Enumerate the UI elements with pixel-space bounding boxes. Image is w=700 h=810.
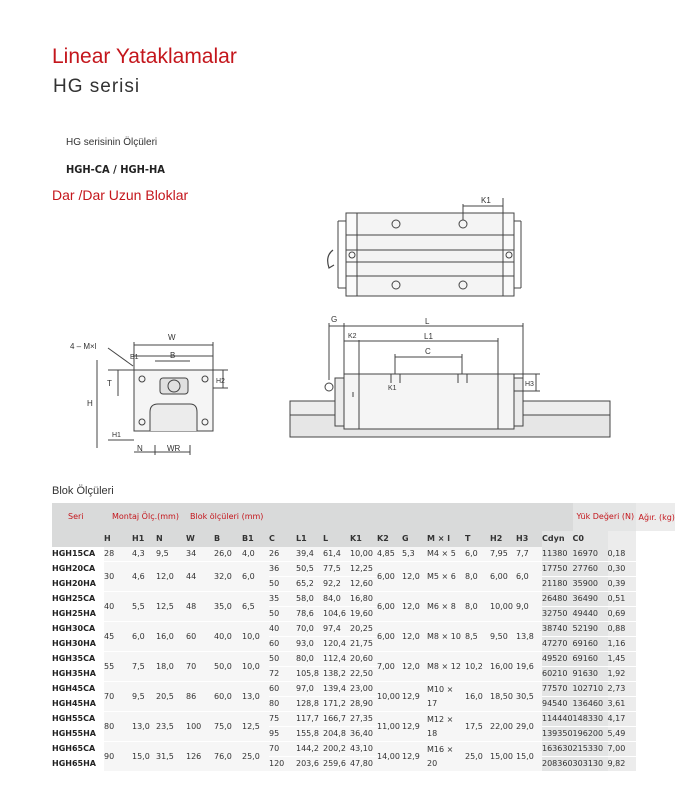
cell-l1: 93,0 (296, 637, 323, 652)
g-label: G (331, 315, 338, 324)
cell-k1: 21,75 (350, 637, 377, 652)
cell-m: M8 × 10 (427, 622, 465, 652)
cell-kg: 2,73 (608, 682, 636, 697)
block-dimensions-table (52, 503, 675, 772)
t-label: T (107, 379, 112, 388)
cell-model: HGH25CA (52, 592, 104, 607)
cell-l1: 97,0 (296, 682, 323, 697)
cell-kg: 0,30 (608, 562, 636, 577)
header-load: Yük Değeri (N) (573, 503, 636, 531)
table-row (52, 712, 675, 727)
cell-h2: 22,00 (490, 712, 516, 742)
cell-c0: 69160 (573, 637, 608, 652)
cell-c: 35 (269, 592, 296, 607)
cell-k1: 19,60 (350, 607, 377, 622)
cell-k2: 6,00 (377, 592, 402, 622)
cell-cdyn: 208360 (542, 757, 573, 772)
k1-label-side: K1 (388, 385, 397, 392)
cell-h3: 6,0 (516, 562, 542, 592)
cell-c0: 136460 (573, 697, 608, 712)
cell-c0: 148330 (573, 712, 608, 727)
n-label: N (137, 444, 143, 453)
cell-kg: 5,49 (608, 727, 636, 742)
cell-b1: 6,0 (242, 562, 269, 592)
w-label: W (168, 333, 176, 342)
col-h2: H2 (490, 531, 516, 547)
cell-h2: 10,00 (490, 592, 516, 622)
table-row (52, 652, 675, 667)
cell-l1: 70,0 (296, 622, 323, 637)
cell-c: 36 (269, 562, 296, 577)
table-row (52, 682, 675, 697)
col-c0: C0 (573, 531, 608, 547)
cell-n: 12,0 (156, 562, 186, 592)
cell-k1: 22,50 (350, 667, 377, 682)
cell-model: HGH65CA (52, 742, 104, 757)
model-label: HGH-CA / HGH-HA (66, 163, 165, 176)
cell-h1: 6,0 (132, 622, 156, 652)
cell-c0: 36490 (573, 592, 608, 607)
cell-model: HGH65HA (52, 757, 104, 772)
cell-g: 12,9 (402, 742, 427, 772)
cell-t: 16,0 (465, 682, 490, 712)
cell-h: 30 (104, 562, 132, 592)
cell-n: 9,5 (156, 547, 186, 562)
cell-n: 16,0 (156, 622, 186, 652)
h2-label: H2 (216, 378, 225, 385)
cell-k1: 16,80 (350, 592, 377, 607)
cell-h2: 15,00 (490, 742, 516, 772)
cell-c: 120 (269, 757, 296, 772)
cell-c: 70 (269, 742, 296, 757)
cell-k1: 12,25 (350, 562, 377, 577)
cell-k1: 12,60 (350, 577, 377, 592)
cell-h3: 15,0 (516, 742, 542, 772)
cell-t: 8,0 (465, 592, 490, 622)
cell-h: 28 (104, 547, 132, 562)
cell-w: 60 (186, 622, 214, 652)
cell-l1: 58,0 (296, 592, 323, 607)
cell-t: 25,0 (465, 742, 490, 772)
cell-h1: 4,3 (132, 547, 156, 562)
cell-h: 45 (104, 622, 132, 652)
cell-c: 75 (269, 712, 296, 727)
cell-k1: 27,35 (350, 712, 377, 727)
cell-kg: 0,51 (608, 592, 636, 607)
cell-l1: 50,5 (296, 562, 323, 577)
cell-kg: 1,16 (608, 637, 636, 652)
cell-c0: 49440 (573, 607, 608, 622)
col-b1: B1 (242, 531, 269, 547)
cell-h1: 9,5 (132, 682, 156, 712)
cell-model: HGH35HA (52, 667, 104, 682)
cell-k2: 6,00 (377, 562, 402, 592)
cell-model: HGH20CA (52, 562, 104, 577)
cell-b1: 25,0 (242, 742, 269, 772)
cell-w: 100 (186, 712, 214, 742)
cell-l: 92,2 (323, 577, 350, 592)
cell-c0: 91630 (573, 667, 608, 682)
cell-l: 104,6 (323, 607, 350, 622)
cell-kg: 3,61 (608, 697, 636, 712)
cell-n: 20,5 (156, 682, 186, 712)
col-b: B (214, 531, 242, 547)
cell-b: 75,0 (214, 712, 242, 742)
wr-label: WR (167, 444, 181, 453)
cell-model: HGH30HA (52, 637, 104, 652)
cell-l1: 80,0 (296, 652, 323, 667)
cell-h1: 4,6 (132, 562, 156, 592)
col-k1: K1 (350, 531, 377, 547)
col-cdyn: Cdyn (542, 531, 573, 547)
cell-k1: 20,25 (350, 622, 377, 637)
cell-k1: 43,10 (350, 742, 377, 757)
cell-l1: 78,6 (296, 607, 323, 622)
cell-w: 70 (186, 652, 214, 682)
cell-model: HGH55CA (52, 712, 104, 727)
cell-cdyn: 60210 (542, 667, 573, 682)
page-subtitle: HG serisi (53, 76, 141, 97)
cell-kg: 0,88 (608, 622, 636, 637)
cell-l: 200,2 (323, 742, 350, 757)
cell-k1: 23,00 (350, 682, 377, 697)
cell-t: 8,0 (465, 562, 490, 592)
cell-b: 50,0 (214, 652, 242, 682)
cell-c0: 52190 (573, 622, 608, 637)
cell-k1: 36,40 (350, 727, 377, 742)
cell-l1: 155,8 (296, 727, 323, 742)
cell-m: M8 × 12 (427, 652, 465, 682)
table-row (52, 592, 675, 607)
cell-c: 80 (269, 697, 296, 712)
header-block: Blok ölçüleri (mm) (186, 503, 573, 531)
cell-k1: 10,00 (350, 547, 377, 562)
cell-g: 12,0 (402, 562, 427, 592)
cell-n: 12,5 (156, 592, 186, 622)
table-body (52, 547, 675, 772)
col-w: W (186, 531, 214, 547)
cell-w: 44 (186, 562, 214, 592)
cell-h1: 5,5 (132, 592, 156, 622)
l1-label: L1 (424, 332, 433, 341)
cell-g: 12,9 (402, 682, 427, 712)
cell-b: 35,0 (214, 592, 242, 622)
cell-k1: 20,60 (350, 652, 377, 667)
block-type-label: Dar /Dar Uzun Bloklar (52, 187, 189, 203)
cell-c: 26 (269, 547, 296, 562)
cell-c: 50 (269, 652, 296, 667)
cell-b: 76,0 (214, 742, 242, 772)
col-g: G (402, 531, 427, 547)
cell-l: 259,6 (323, 757, 350, 772)
cell-cdyn: 94540 (542, 697, 573, 712)
dimensions-label: HG serisinin Ölçüleri (66, 137, 158, 148)
cell-cdyn: 163630 (542, 742, 573, 757)
cell-n: 18,0 (156, 652, 186, 682)
cell-b1: 6,5 (242, 592, 269, 622)
cell-l: 171,2 (323, 697, 350, 712)
header-series: Seri (52, 503, 104, 531)
page-title: Linear Yataklamalar (52, 45, 237, 68)
cell-k1: 28,90 (350, 697, 377, 712)
cell-c0: 215330 (573, 742, 608, 757)
cell-c: 60 (269, 637, 296, 652)
cell-model: HGH30CA (52, 622, 104, 637)
cell-m: M10 × 17 (427, 682, 465, 712)
top-view (328, 198, 521, 296)
cell-k2: 10,00 (377, 682, 402, 712)
cell-cdyn: 139350 (542, 727, 573, 742)
table-row (52, 547, 675, 562)
cell-k2: 6,00 (377, 622, 402, 652)
cell-model: HGH15CA (52, 547, 104, 562)
col-h: H (104, 531, 132, 547)
cell-c: 60 (269, 682, 296, 697)
cell-n: 31,5 (156, 742, 186, 772)
cell-c0: 196200 (573, 727, 608, 742)
side-view (290, 323, 610, 437)
cell-h2: 7,95 (490, 547, 516, 562)
cell-l: 138,2 (323, 667, 350, 682)
cell-n: 23,5 (156, 712, 186, 742)
col-t: T (465, 531, 490, 547)
h-label: H (87, 399, 93, 408)
cell-k1: 47,80 (350, 757, 377, 772)
cell-model: HGH35CA (52, 652, 104, 667)
block-dimensions-title: Blok Ölçüleri (52, 485, 114, 497)
cell-k2: 4,85 (377, 547, 402, 562)
mxl-label: 4 – M×l (70, 342, 97, 351)
cell-cdyn: 49520 (542, 652, 573, 667)
cell-l: 84,0 (323, 592, 350, 607)
cell-c0: 35900 (573, 577, 608, 592)
cell-h3: 13,8 (516, 622, 542, 652)
col-l: L (323, 531, 350, 547)
cell-h: 90 (104, 742, 132, 772)
cell-w: 126 (186, 742, 214, 772)
cell-l: 97,4 (323, 622, 350, 637)
cell-k2: 7,00 (377, 652, 402, 682)
cell-h1: 15,0 (132, 742, 156, 772)
col-h3: H3 (516, 531, 542, 547)
cell-w: 86 (186, 682, 214, 712)
cell-c0: 102710 (573, 682, 608, 697)
cell-kg: 4,17 (608, 712, 636, 727)
cell-cdyn: 26480 (542, 592, 573, 607)
table-row (52, 742, 675, 757)
b1-label: B1 (130, 354, 139, 361)
cell-h3: 30,5 (516, 682, 542, 712)
cell-h2: 9,50 (490, 622, 516, 652)
cell-b1: 10,0 (242, 652, 269, 682)
cell-kg: 0,69 (608, 607, 636, 622)
cell-kg: 7,00 (608, 742, 636, 757)
cell-h: 70 (104, 682, 132, 712)
cell-c0: 27760 (573, 562, 608, 577)
cell-l1: 117,7 (296, 712, 323, 727)
cell-h1: 13,0 (132, 712, 156, 742)
cell-cdyn: 77570 (542, 682, 573, 697)
cell-l1: 144,2 (296, 742, 323, 757)
cell-l1: 128,8 (296, 697, 323, 712)
cell-l: 61,4 (323, 547, 350, 562)
cell-l: 77,5 (323, 562, 350, 577)
cell-m: M12 × 18 (427, 712, 465, 742)
cell-cdyn: 17750 (542, 562, 573, 577)
cell-b: 60,0 (214, 682, 242, 712)
cell-l1: 39,4 (296, 547, 323, 562)
cell-c: 40 (269, 622, 296, 637)
table-row (52, 622, 675, 637)
cell-l: 120,4 (323, 637, 350, 652)
cell-kg: 0,18 (608, 547, 636, 562)
cell-h1: 7,5 (132, 652, 156, 682)
cell-g: 12,0 (402, 592, 427, 622)
cell-model: HGH55HA (52, 727, 104, 742)
cell-kg: 0,39 (608, 577, 636, 592)
cell-model: HGH45HA (52, 697, 104, 712)
cell-l1: 65,2 (296, 577, 323, 592)
cell-c: 95 (269, 727, 296, 742)
cell-c0: 69160 (573, 652, 608, 667)
cell-h3: 19,6 (516, 652, 542, 682)
cell-w: 48 (186, 592, 214, 622)
cell-model: HGH45CA (52, 682, 104, 697)
cell-b: 26,0 (214, 547, 242, 562)
cell-b1: 13,0 (242, 682, 269, 712)
cell-m: M5 × 6 (427, 562, 465, 592)
header-mount: Montaj Ölç.(mm) (104, 503, 186, 531)
cell-kg: 1,45 (608, 652, 636, 667)
cell-b: 32,0 (214, 562, 242, 592)
cell-t: 6,0 (465, 547, 490, 562)
k1-label-top: K1 (481, 196, 491, 205)
cell-m: M4 × 5 (427, 547, 465, 562)
l-label: L (425, 317, 430, 326)
cell-g: 12,0 (402, 622, 427, 652)
cell-h3: 7,7 (516, 547, 542, 562)
h1-label: H1 (112, 432, 121, 439)
cell-cdyn: 114440 (542, 712, 573, 727)
cell-cdyn: 21180 (542, 577, 573, 592)
cell-cdyn: 38740 (542, 622, 573, 637)
cell-c: 72 (269, 667, 296, 682)
cell-l1: 105,8 (296, 667, 323, 682)
cell-h: 55 (104, 652, 132, 682)
col-n: N (156, 531, 186, 547)
cell-b: 40,0 (214, 622, 242, 652)
cell-h2: 6,00 (490, 562, 516, 592)
header-weight: Ağır. (kg) (636, 503, 675, 531)
cell-b1: 10,0 (242, 622, 269, 652)
k2-label: K2 (348, 333, 357, 340)
cell-h3: 29,0 (516, 712, 542, 742)
cell-l: 112,4 (323, 652, 350, 667)
cell-cdyn: 11380 (542, 547, 573, 562)
b-label: B (170, 351, 176, 360)
cell-g: 5,3 (402, 547, 427, 562)
cell-l: 204,8 (323, 727, 350, 742)
cell-model: HGH25HA (52, 607, 104, 622)
cell-kg: 1,92 (608, 667, 636, 682)
cell-cdyn: 32750 (542, 607, 573, 622)
c-label: C (425, 347, 431, 356)
cell-k2: 11,00 (377, 712, 402, 742)
cell-h: 40 (104, 592, 132, 622)
cell-l: 166,7 (323, 712, 350, 727)
cell-kg: 9,82 (608, 757, 636, 772)
cell-c: 50 (269, 607, 296, 622)
cell-l1: 203,6 (296, 757, 323, 772)
col-l1: L1 (296, 531, 323, 547)
col-k2: K2 (377, 531, 402, 547)
cell-t: 10,2 (465, 652, 490, 682)
column-header-row (52, 531, 675, 547)
col-c: C (269, 531, 296, 547)
cell-cdyn: 47270 (542, 637, 573, 652)
cell-model: HGH20HA (52, 577, 104, 592)
cell-b1: 12,5 (242, 712, 269, 742)
cell-b1: 4,0 (242, 547, 269, 562)
cell-h: 80 (104, 712, 132, 742)
cell-h2: 16,00 (490, 652, 516, 682)
cell-m: M16 × 20 (427, 742, 465, 772)
col-mxl: M × l (427, 531, 465, 547)
cell-g: 12,9 (402, 712, 427, 742)
cell-g: 12,0 (402, 652, 427, 682)
cell-l: 139,4 (323, 682, 350, 697)
cell-w: 34 (186, 547, 214, 562)
cell-c: 50 (269, 577, 296, 592)
cell-c0: 16970 (573, 547, 608, 562)
cell-t: 17,5 (465, 712, 490, 742)
cell-c0: 303130 (573, 757, 608, 772)
col-h1: H1 (132, 531, 156, 547)
table-row (52, 562, 675, 577)
cell-m: M6 × 8 (427, 592, 465, 622)
cell-h2: 18,50 (490, 682, 516, 712)
h3-label: H3 (525, 381, 534, 388)
cell-t: 8,5 (465, 622, 490, 652)
cell-h3: 9,0 (516, 592, 542, 622)
cell-k2: 14,00 (377, 742, 402, 772)
